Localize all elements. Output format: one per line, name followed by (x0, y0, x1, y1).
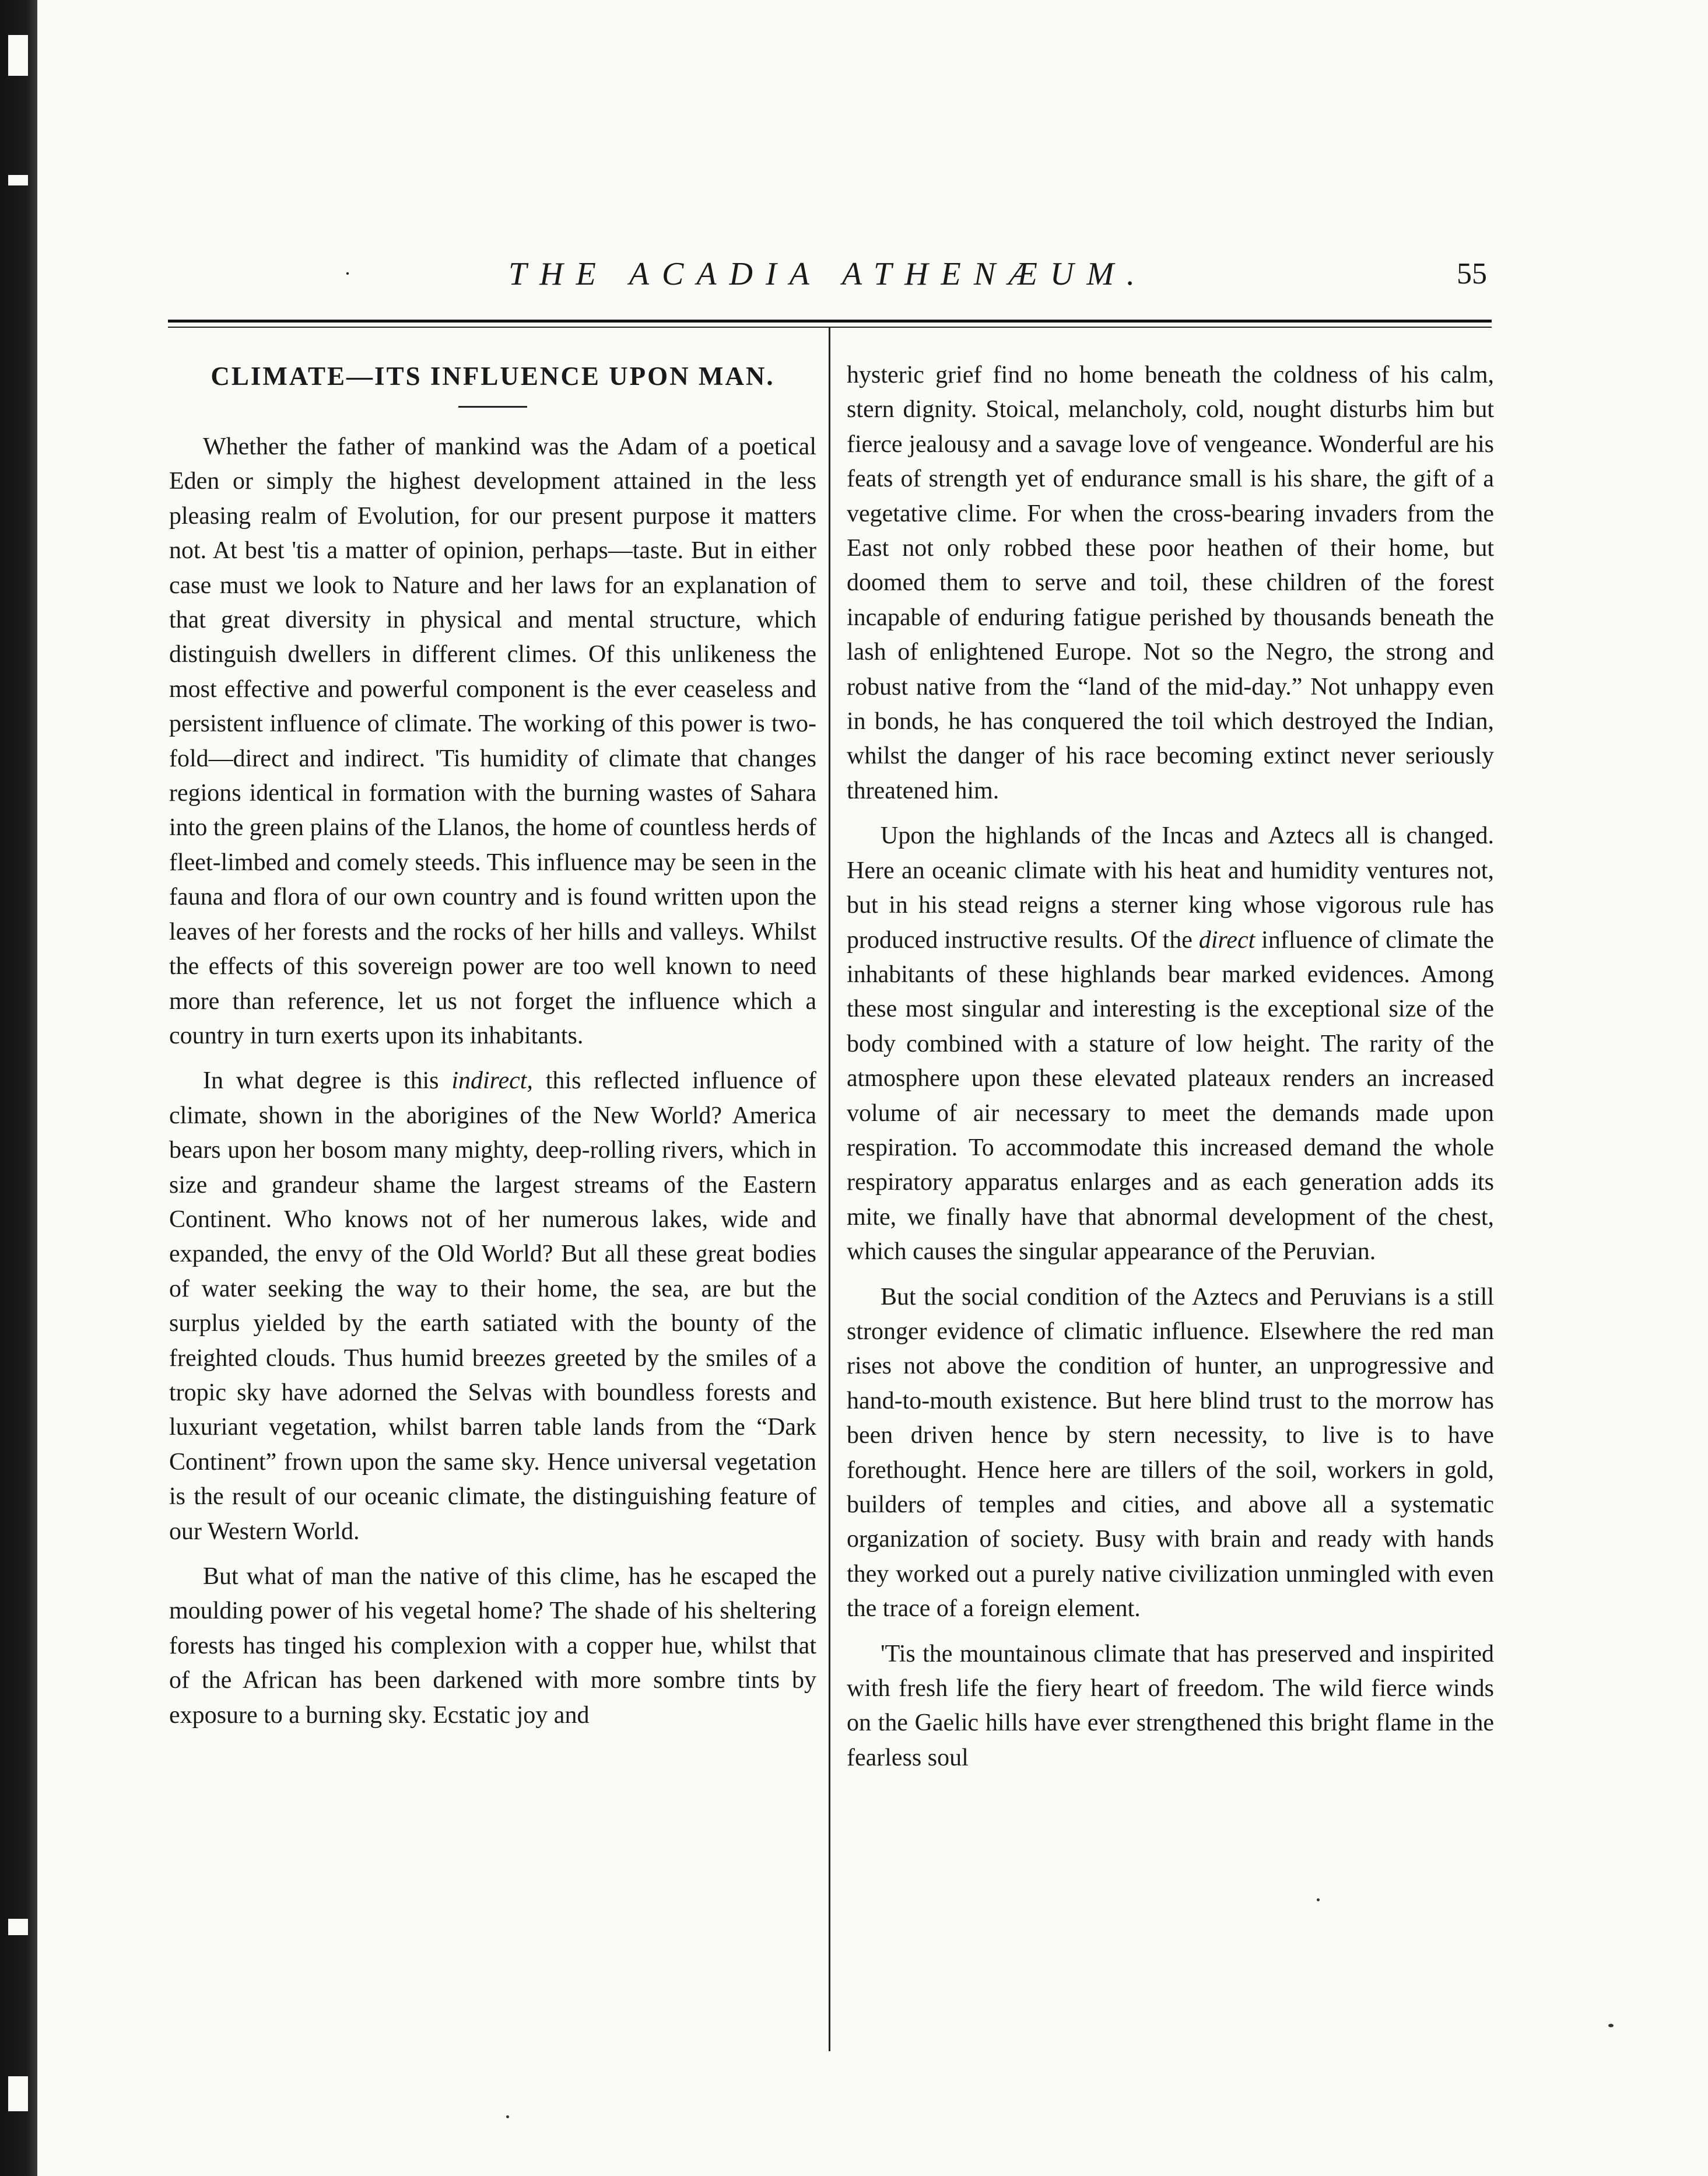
right-column (847, 358, 1494, 2058)
paragraph: But the social condition of the Aztecs and Peruvians is a still stronger evidence of climatic influence. Elsewhere the red man rises not above the condition of hunter, an unprogressive and hand-to-mouth existence. But here blind trust to the morrow has been driven hence by stern necessity, to live is to have forethought. Hence here are tillers of the soil, workers in gold, builders of temples and cities, and above all a systematic organization of society. Busy with brain and ready with hands they worked out a purely native civilization unmingled with even the trace of a foreign element. (847, 1283, 1494, 1623)
print-speck (1317, 1898, 1320, 1901)
paragraph: In what degree is this indirect, this reflected influence of climate, shown in the aborigines of the New World? America bears upon her bosom many mighty, deep-rolling rivers, which in size and grandeur shame the largest streams of the Eastern Continent. Who knows not of her numerous lakes, wide and expanded, the envy of the Old World? But all these great bodies of water seeking the way to their home, the sea, are but the surplus yielded by the earth satiated with the bounty of the freighted clouds. Thus humid breezes greeted by the smiles of a tropic sky have adorned the Selvas with boundless forests and luxuriant vegetation, whilst barren table lands from the “Dark Continent” frown upon the same sky. Hence universal vegetation is the result of our oceanic climate, the distinguishing feature of our Western World. (169, 1067, 816, 1545)
column-divider (829, 328, 830, 2051)
journal-title: THE ACADIA ATHENÆUM. (508, 256, 1148, 292)
print-speck (1608, 2024, 1614, 2027)
print-speck (506, 2115, 509, 2118)
paragraph: 'Tis the mountainous climate that has preserved and inspirited with fresh life the fiery heart of freedom. The wild fierce winds on the Gaelic hills have ever strengthened this bright flame in the fearless soul (847, 1640, 1494, 1771)
article-title: CLIMATE—ITS INFLUENCE UPON MAN. (211, 362, 775, 391)
page-number: 55 (1457, 257, 1487, 290)
left-column (169, 356, 816, 2056)
scanned-page-edge (0, 0, 37, 2176)
paragraph: hysteric grief find no home beneath the coldness of his calm, stern dignity. Stoical, melancholy, cold, nought disturbs him but fierce jealousy and a savage love of vengeance. Wonderful are his feats of strength yet of endurance small is his share, the gift of a vegetative clime. For when the cross-bearing invaders from the East not only robbed these poor heathen of their home, but doomed them to serve and toil, these children of the forest incapable of enduring fatigue perished by thousands beneath the lash of enlightened Europe. Not so the Negro, the strong and robust native from the “land of the mid-day.” Not unhappy even in bonds, he has conquered the toil which destroyed the Indian, whilst the danger of his race becoming extinct never seriously threatened him. (847, 362, 1494, 804)
title-rule (458, 406, 527, 408)
running-head (169, 251, 1487, 297)
paragraph: But what of man the native of this clime, has he escaped the moulding power of his vegetal home? The shade of his sheltering forests has tinged his complexion with a copper hue, whilst that of the African has been darkened with more sombre tints by exposure to a burning sky. Ecstatic joy and (169, 1563, 816, 1729)
header-rule (168, 320, 1492, 323)
header-ornament: · (344, 262, 351, 285)
paragraph: Whether the father of mankind was the Adam of a poetical Eden or simply the highest development attained in the less pleasing realm of Evolution, for our present purpose it matters not. At best 'tis a matter of opinion, perhaps—taste. But in either case must we look to Nature and her laws for an explanation of that great diversity in physical and mental structure, which distinguish dwellers in different climes. Of this unlikeness the most effective and powerful component is the ever ceaseless and persistent influence of climate. The working of this power is two-fold—direct and indirect. 'Tis humidity of climate that changes regions identical in formation with the burning wastes of Sahara into the green plains of the Llanos, the home of countless herds of fleet-limbed and comely steeds. This influence may be seen in the fauna and flora of our own country and is found written upon the leaves of her forests and the rocks of her hills and valleys. Whilst the effects of this sovereign power are too well known to need more than reference, let us not forget the influence which a country in turn exerts upon its inhabitants. (169, 433, 816, 1049)
paragraph: Upon the highlands of the Incas and Aztecs all is changed. Here an oceanic climate with his heat and humidity ventures not, but in his stead reigns a sterner king whose vigorous rule has produced instructive results. Of the direct influence of climate the inhabitants of these highlands bear marked evidences. Among these most singular and interesting is the exceptional size of the body combined with a stature of low height. The rarity of the atmosphere upon these elevated plateaux renders an increased volume of air necessary to meet the demands made upon respiration. To accommodate this increased demand the whole respiratory apparatus enlarges and as each generation adds its mite, we finally have that abnormal development of the chest, which causes the singular appearance of the Peruvian. (847, 822, 1494, 1266)
